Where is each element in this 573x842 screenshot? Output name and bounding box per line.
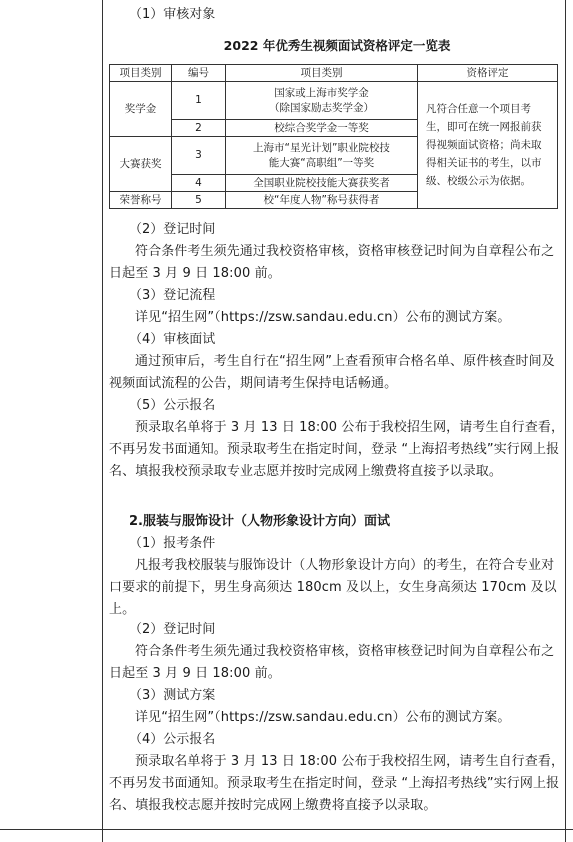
bottom-border-line bbox=[0, 829, 573, 830]
table-row bbox=[110, 82, 558, 120]
section2-publicity-heading: （4）公示报名 bbox=[129, 732, 216, 747]
item-cell: 校“年度人物”称号获得者 bbox=[226, 192, 418, 209]
registration-process-heading: （3）登记流程 bbox=[129, 288, 216, 303]
section2-publicity-text: 预录取名单将于 3 月 13 日 18:00 公布于我校招生网，请考生自行查看，不再另发书面通知。预录取考生在指定时间，登录 “上海招考热线”实行网上报名、填报我校志愿并按时完成网上缴费将直接予以录取。 bbox=[109, 754, 565, 813]
publicity-registration-text: 预录取名单将于 3 月 13 日 18:00 公布于我校招生网，请考生自行查看，不再另发书面通知。预录取考生在指定时间，登录 “上海招考热线”实行网上报名、填报我校预录取专业志愿并按时完成网上缴费将直接予以录取。 bbox=[109, 420, 565, 479]
test-plan-heading: （3）测试方案 bbox=[129, 688, 216, 703]
application-conditions-text: 凡报考我校服装与服饰设计（人物形象设计方向）的考生，在符合专业对口要求的前提下，男生身高须达 180cm 及以上，女生身高须达 170cm 及以上。 bbox=[109, 558, 557, 617]
category-cell: 大赛获奖 bbox=[110, 137, 172, 192]
header-number: 编号 bbox=[172, 65, 226, 82]
item-line: 上海市“星光计划”职业院校技 bbox=[253, 141, 390, 154]
section2-title: 2.服装与服饰设计（人物形象设计方向）面试 bbox=[129, 514, 390, 529]
category-cell: 荣誉称号 bbox=[110, 192, 172, 209]
registration-process-text: 详见“招生网”（https://zsw.sandau.edu.cn）公布的测试方案。 bbox=[135, 310, 511, 325]
audit-target-heading: （1）审核对象 bbox=[129, 7, 216, 22]
section2-registration-time-heading: （2）登记时间 bbox=[129, 622, 216, 637]
audit-interview-heading: （4）审核面试 bbox=[129, 332, 216, 347]
registration-time-text: 符合条件考生须先通过我校资格审核，资格审核登记时间为自章程公布之日起至 3 月 9 日 18:00 前。 bbox=[109, 244, 555, 281]
item-line: （除国家励志奖学金） bbox=[269, 101, 374, 114]
registration-time-heading: （2）登记时间 bbox=[129, 222, 216, 237]
number-cell: 4 bbox=[172, 175, 226, 192]
test-plan-text: 详见“招生网”（https://zsw.sandau.edu.cn）公布的测试方案。 bbox=[135, 710, 511, 725]
application-conditions-heading: （1）报考条件 bbox=[129, 536, 216, 551]
category-cell: 奖学金 bbox=[110, 82, 172, 137]
table-title: 2022 年优秀生视频面试资格评定一览表 bbox=[223, 38, 451, 53]
evaluation-cell: 凡符合任意一个项目考生，即可在统一网报前获得视频面试资格；尚未取得相关证书的考生，以市级、校级公示为依据。 bbox=[418, 82, 558, 209]
table-header-row bbox=[110, 65, 558, 82]
item-line: 能大赛“高职组”一等奖 bbox=[268, 156, 375, 169]
publicity-registration-heading: （5）公示报名 bbox=[129, 398, 216, 413]
item-cell bbox=[226, 82, 418, 120]
number-cell: 5 bbox=[172, 192, 226, 209]
qualification-table bbox=[109, 64, 558, 209]
item-cell bbox=[226, 137, 418, 175]
left-border-line bbox=[102, 0, 103, 842]
header-evaluation: 资格评定 bbox=[418, 65, 558, 82]
header-category: 项目类别 bbox=[110, 65, 172, 82]
item-line: 国家或上海市奖学金 bbox=[274, 86, 369, 99]
number-cell: 1 bbox=[172, 82, 226, 120]
number-cell: 2 bbox=[172, 120, 226, 137]
audit-interview-text: 通过预审后，考生自行在“招生网”上查看预审合格名单、原件核查时间及视频面试流程的公告，期间请考生保持电话畅通。 bbox=[109, 354, 555, 391]
number-cell: 3 bbox=[172, 137, 226, 175]
header-item: 项目类别 bbox=[226, 65, 418, 82]
item-cell: 全国职业院校技能大赛获奖者 bbox=[226, 175, 418, 192]
item-cell: 校综合奖学金一等奖 bbox=[226, 120, 418, 137]
section2-registration-time-text: 符合条件考生须先通过我校资格审核，资格审核登记时间为自章程公布之日起至 3 月 9 日 18:00 前。 bbox=[109, 644, 555, 681]
right-border-line bbox=[565, 0, 566, 842]
